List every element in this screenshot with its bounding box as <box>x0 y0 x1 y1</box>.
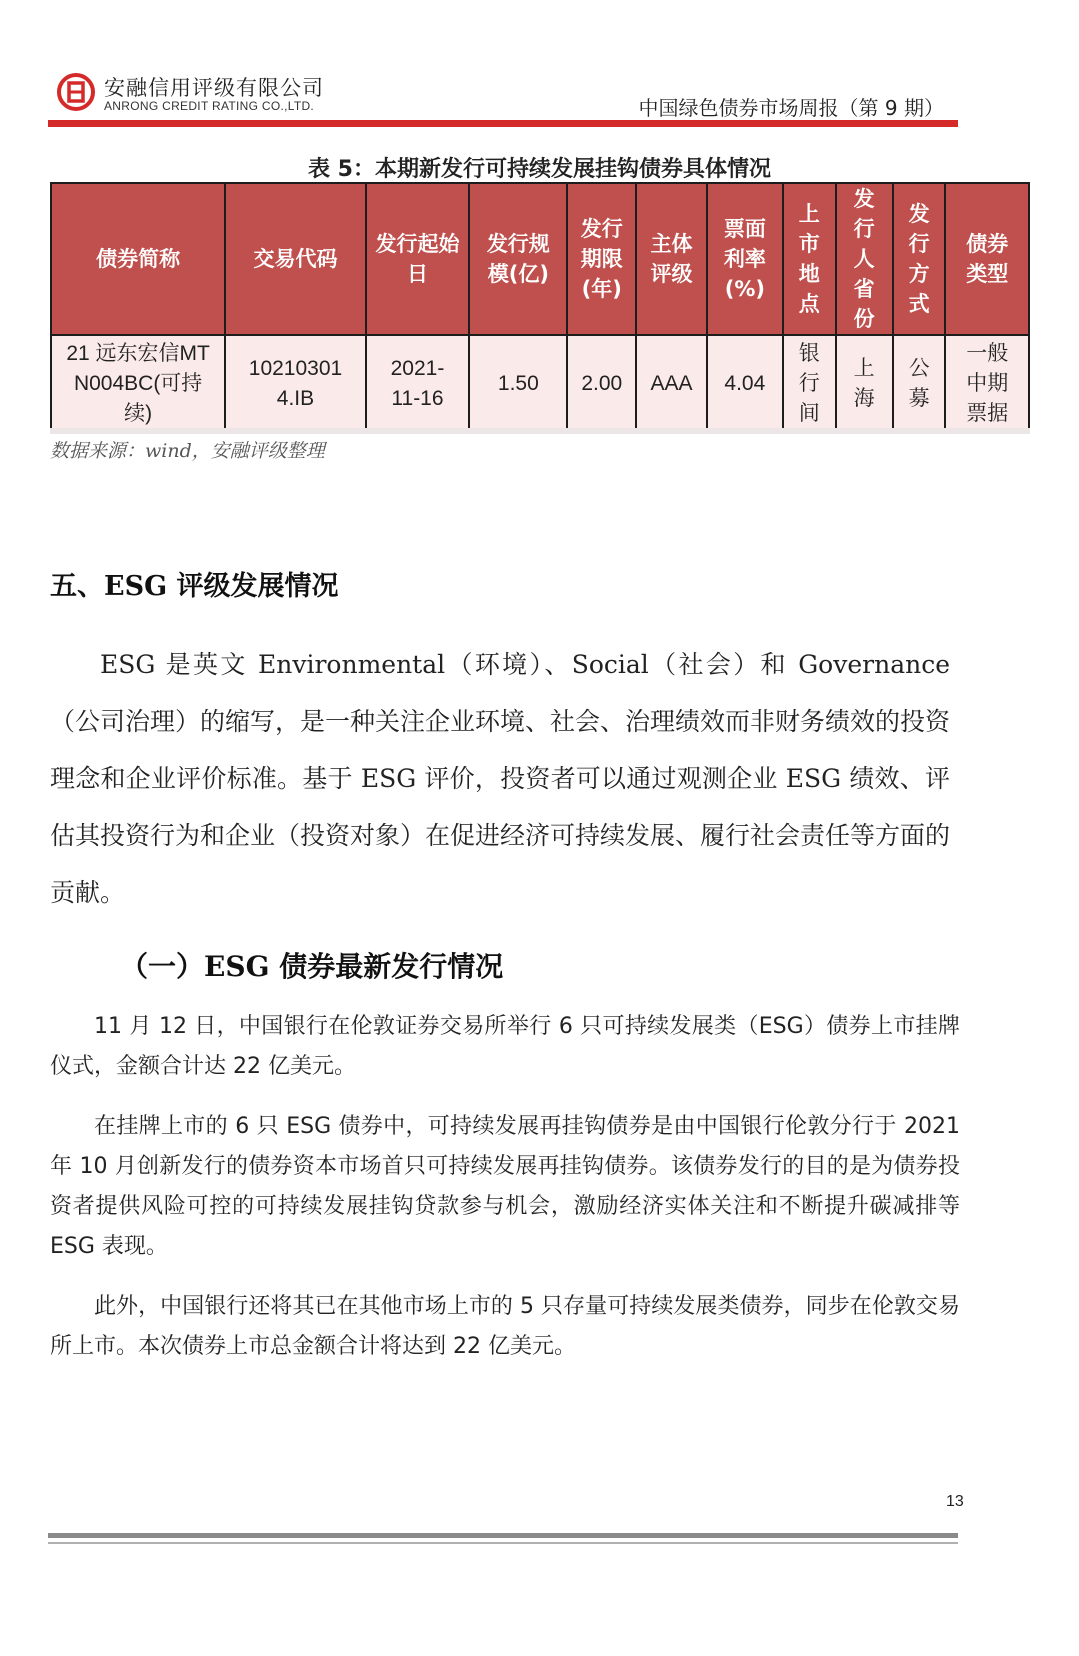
header-coupon-rate: 票面利率(%) <box>707 183 783 335</box>
header-issuer-rating: 主体评级 <box>636 183 707 335</box>
footer-rule-thin <box>48 1542 958 1544</box>
cell-issue-method: 公募 <box>893 335 946 433</box>
header-bond-name: 债券简称 <box>51 183 225 335</box>
cell-listing-venue: 银行间 <box>783 335 836 433</box>
subsection-1-title: （一）ESG 债券最新发行情况 <box>120 950 504 983</box>
cell-issue-date: 2021-11-16 <box>366 335 470 433</box>
table-row <box>51 335 1029 433</box>
cell-issuer-rating: AAA <box>636 335 707 433</box>
header-issuer-province: 发行人省份 <box>836 183 893 335</box>
report-title: 中国绿色债券市场周报（第 9 期） <box>638 96 944 120</box>
cell-issue-size: 1.50 <box>469 335 567 433</box>
company-name-en: ANRONG CREDIT RATING CO.,LTD. <box>104 99 315 113</box>
table-caption: 表 5：本期新发行可持续发展挂钩债券具体情况 <box>308 157 771 182</box>
anrong-logo-icon <box>56 72 96 112</box>
paragraph-3: 此外，中国银行还将其已在其他市场上市的 5 只存量可持续发展类债券，同步在伦敦交易所上市。本次债券上市总金额合计将达到 22 亿美元。 <box>50 1294 960 1359</box>
cell-issuer-province: 上海 <box>836 335 893 433</box>
header-listing-venue: 上市地点 <box>783 183 836 335</box>
paragraph-1: 11 月 12 日，中国银行在伦敦证券交易所举行 6 只可持续发展类（ESG）债券上市挂牌仪式，金额合计达 22 亿美元。 <box>50 1014 960 1079</box>
page-number: 13 <box>946 1493 964 1510</box>
cell-bond-type: 一般中期票据 <box>945 335 1029 433</box>
header-bond-type: 债券类型 <box>945 183 1029 335</box>
paragraph-2: 在挂牌上市的 6 只 ESG 债券中，可持续发展再挂钩债券是由中国银行伦敦分行于 2021 年 10 月创新发行的债券资本市场首只可持续发展再挂钩债券。该债券发行的目的是为债券投资者提供风险可控的可持续发展挂钩贷款参与机会，激励经济实体关注和不断提升碳减排等 ESG 表现。 <box>50 1114 960 1259</box>
section-5-title: 五、ESG 评级发展情况 <box>50 571 339 602</box>
header-issue-date: 发行起始日 <box>366 183 470 335</box>
table-source: 数据来源：wind，安融评级整理 <box>50 440 325 462</box>
section-5-intro: ESG 是英文 Environmental（环境）、Social（社会）和 Governance（公司治理）的缩写，是一种关注企业环境、社会、治理绩效而非财务绩效的投资理念和企业评价标准。基于 ESG 评价，投资者可以通过观测企业 ESG 绩效、评估其投资行为和企业（投资对象）在促进经济可持续发展、履行社会责任等方面的贡献。 <box>50 650 951 907</box>
header-rule <box>48 120 958 127</box>
cell-bond-name: 21 远东宏信MTN004BC(可持续) <box>51 335 225 433</box>
header-issue-method: 发行方式 <box>893 183 946 335</box>
footer-rule <box>48 1533 958 1538</box>
header-trade-code: 交易代码 <box>225 183 365 335</box>
company-name-cn: 安融信用评级有限公司 <box>104 76 324 100</box>
cell-term: 2.00 <box>567 335 636 433</box>
table-header-row <box>51 183 1029 335</box>
header-issue-size: 发行规模(亿) <box>469 183 567 335</box>
header-term: 发行期限(年) <box>567 183 636 335</box>
cell-coupon-rate: 4.04 <box>707 335 783 433</box>
table-shadow <box>50 428 1030 434</box>
bond-table <box>50 182 1030 434</box>
cell-trade-code: 102103014.IB <box>225 335 365 433</box>
